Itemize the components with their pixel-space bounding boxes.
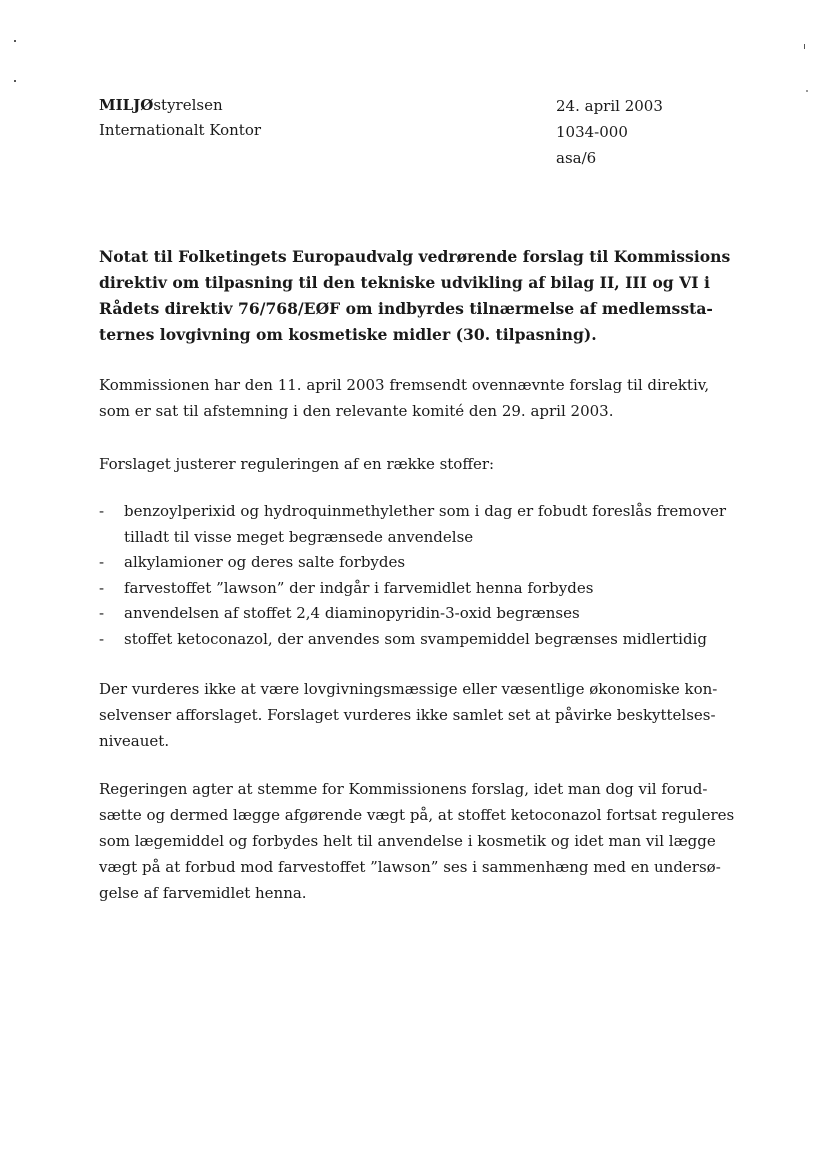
list-item [99, 601, 739, 627]
scan-speck [14, 80, 16, 82]
document-meta [556, 93, 663, 171]
paragraph-list-intro [99, 451, 739, 477]
title-line: Rådets direktiv 76/768/EØF om indbyrdes tilnærmelse af medlemssta- [99, 299, 713, 318]
list-item-text: farvestoffet ”lawson” der indgår i farvemidlet henna forbydes [124, 578, 594, 597]
paragraph-government-position [99, 776, 739, 906]
journal-number: 1034-000 [556, 123, 628, 141]
list-dash: - [99, 629, 105, 648]
organization-name-rest: styrelsen [153, 96, 223, 114]
title-line: Notat til Folketingets Europaudvalg vedrørende forslag til Kommissions [99, 247, 731, 266]
list-dash: - [99, 578, 105, 597]
list-item [99, 576, 739, 602]
paragraph-line: som er sat til afstemning i den relevante komité den 29. april 2003. [99, 402, 614, 420]
title-line: direktiv om tilpasning til den tekniske udvikling af bilag II, III og VI i [99, 273, 710, 292]
department-name: Internationalt Kontor [99, 121, 262, 139]
paragraph-line: Forslaget justerer reguleringen af en række stoffer: [99, 455, 495, 473]
paragraph-line: som lægemiddel og forbydes helt til anvendelse i kosmetik og idet man vil lægge [99, 832, 716, 850]
document-date: 24. april 2003 [556, 97, 663, 115]
substance-list [99, 499, 739, 653]
organization-name [99, 93, 261, 118]
sender-block [99, 93, 261, 143]
paragraph-intro [99, 372, 739, 424]
list-item [99, 499, 739, 550]
list-item-text: tilladt til visse meget begrænsede anvendelse [124, 527, 474, 546]
list-dash: - [99, 604, 105, 623]
list-dash: - [99, 502, 105, 520]
scan-speck [806, 90, 808, 92]
list-item-text: anvendelsen af stoffet 2,4 diaminopyridin-3-oxid begrænses [124, 604, 580, 623]
paragraph-line: gelse af farvemidlet henna. [99, 884, 307, 902]
list-item [99, 627, 739, 653]
list-item-text: stoffet ketoconazol, der anvendes som svampemiddel begrænses midlertidig [124, 629, 707, 648]
list-item [99, 550, 739, 576]
paragraph-line: Kommissionen har den 11. april 2003 fremsendt ovennævnte forslag til direktiv, [99, 376, 710, 394]
paragraph-consequences [99, 676, 739, 754]
list-item-text: alkylamioner og deres salte forbydes [124, 553, 406, 572]
organization-name-strong: MILJØ [99, 96, 154, 114]
paragraph-line: niveauet. [99, 732, 170, 750]
paragraph-line: vægt på at forbud mod farvestoffet ”lawson” ses i sammenhæng med en undersø- [99, 858, 721, 876]
paragraph-line: selvenser afforslaget. Forslaget vurderes ikke samlet set at påvirke beskyttelses- [99, 706, 716, 724]
paragraph-line: Der vurderes ikke at være lovgivningsmæssige eller væsentlige økonomiske kon- [99, 680, 718, 698]
title-line: ternes lovgivning om kosmetiske midler (30. tilpasning). [99, 325, 597, 344]
paragraph-line: Regeringen agter at stemme for Kommissionens forslag, idet man dog vil forud- [99, 780, 708, 798]
scan-speck [804, 44, 805, 49]
list-dash: - [99, 553, 105, 572]
list-item-text: benzoylperixid og hydroquinmethylether som i dag er fobudt foreslås fremover [124, 502, 727, 520]
author-initials: asa/6 [556, 149, 597, 167]
paragraph-line: sætte og dermed lægge afgørende vægt på, at stoffet ketoconazol fortsat reguleres [99, 806, 735, 824]
scan-speck [14, 40, 16, 42]
document-title [99, 244, 739, 348]
